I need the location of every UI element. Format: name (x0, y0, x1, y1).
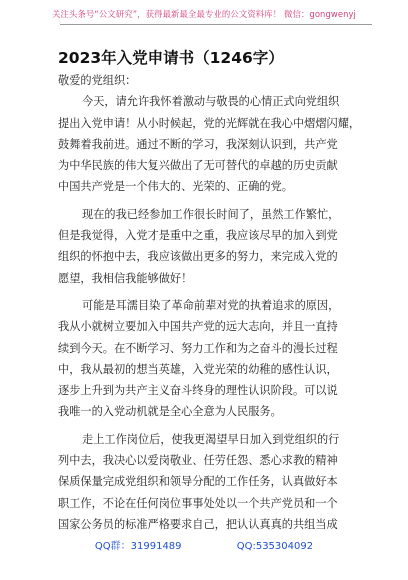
paragraph-2 (58, 204, 374, 289)
paragraph-line: 愿望，我相信我能够做好！ (58, 271, 193, 285)
paragraph-line: 逐步上升到为共产主义奋斗终身的理性认识阶段。可以说 (58, 384, 338, 398)
paragraph-line: 保质保量完成党组织和领导分配的工作任务，认真做好本 (58, 475, 338, 489)
footer-qq-number: QQ:535304092 (236, 541, 314, 552)
paragraph-line: 职工作，不论在任何岗位事事处处以一个共产党员和一个 (58, 496, 338, 510)
header-divider (60, 24, 372, 25)
paragraph-line: 续到今天。在不断学习、努力工作和为之奋斗的漫长过程 (58, 341, 338, 355)
paragraph-line: 列中去，我决心以爱岗敬业、任劳任怨、悉心求教的精神 (58, 454, 338, 468)
paragraph-line: 可能是耳濡目染了革命前辈对党的执着追求的原因， (82, 298, 340, 312)
paragraph-line: 为中华民族的伟大复兴做出了无可替代的卓越的历史贡献 (58, 159, 338, 173)
paragraph-3 (58, 295, 374, 423)
paragraph-line: 中，我从最初的想当英雄，入党光荣的幼稚的感性认识， (58, 362, 338, 376)
footer-contact (0, 537, 408, 552)
paragraph-line: 组织的怀抱中去，我应该做出更多的努力，来完成入党的 (58, 250, 338, 264)
footer-qq-group: QQ群：31991489 (94, 541, 182, 552)
paragraph-line: 现在的我已经参加工作很长时间了，虽然工作繁忙， (82, 207, 340, 221)
document-title: 2023年入党申请书（1246字） (58, 49, 284, 67)
paragraph-line: 我从小就树立要加入中国共产党的远大志向，并且一直持 (58, 320, 338, 334)
paragraph-line: 提出入党申请！从小时候起，党的光辉就在我心中熠熠闪耀， (58, 116, 361, 130)
paragraph-line: 但是我觉得，入党才是重中之重，我应该尽早的加入到党 (58, 229, 338, 243)
salutation: 敬爱的党组织： (58, 74, 137, 87)
paragraph-line: 走上工作岗位后，使我更渴望早日加入到党组织的行 (82, 432, 340, 446)
header-promo-text: 关注头条号“公文研究”，获得最新最全最专业的公文资料库！ 微信：gongwenyj (52, 9, 356, 19)
paragraph-line: 今天，请允许我怀着激动与敬畏的心情正式向党组织 (82, 95, 340, 109)
paragraph-line: 鼓舞着我前进。通过不断的学习，我深刻认识到，共产党 (58, 137, 338, 151)
paragraph-4 (58, 429, 374, 535)
paragraph-line: 中国共产党是一个伟大的、光荣的、正确的党。 (58, 180, 293, 194)
paragraph-line: 我唯一的入党动机就是全心全意为人民服务。 (58, 405, 282, 419)
paragraph-1 (58, 91, 374, 197)
paragraph-line: 国家公务员的标准严格要求自己，把认认真真的共组当成 (58, 517, 338, 531)
document-body (58, 70, 374, 535)
